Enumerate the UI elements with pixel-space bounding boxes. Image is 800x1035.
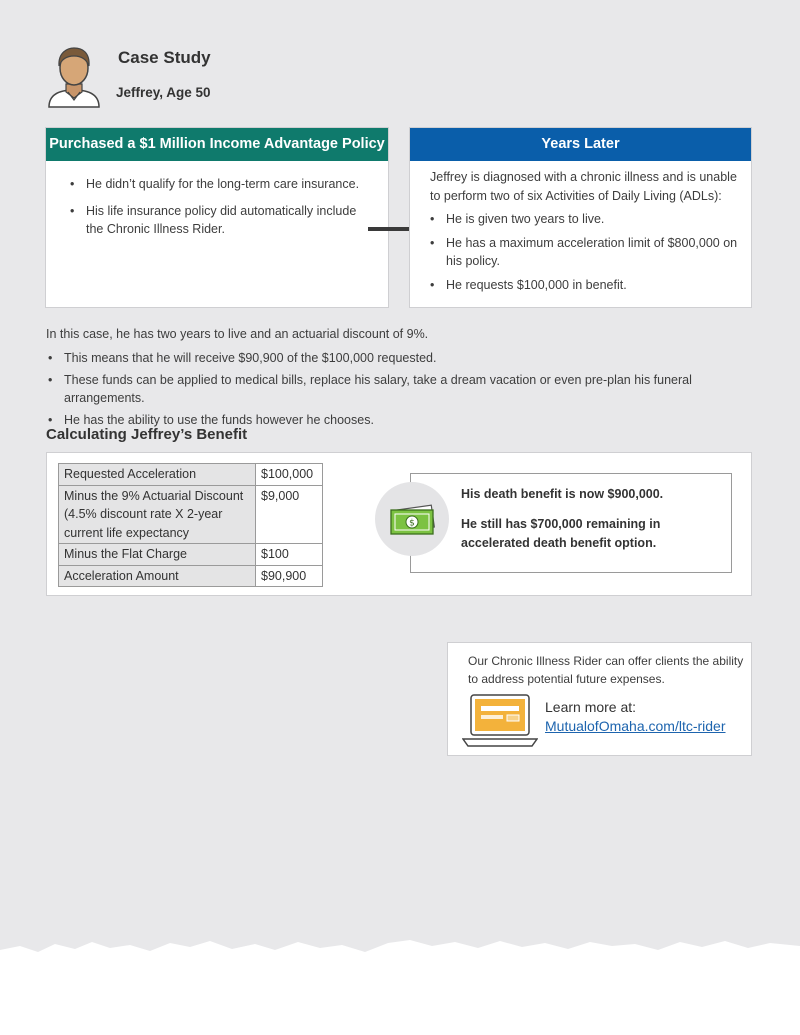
list-item: • He didn’t qualify for the long-term care insurance. (68, 175, 368, 194)
list-item: • He is given two years to live. (428, 210, 746, 229)
row-value: $100,000 (256, 464, 323, 486)
years-later-heading: Years Later (410, 128, 751, 161)
row-value: $9,000 (256, 485, 323, 544)
calculation-table (58, 463, 323, 587)
remaining-benefit-text: He still has $700,000 remaining in accelerated death benefit option. (461, 517, 661, 550)
learn-more-box (447, 642, 752, 756)
years-later-card (409, 127, 752, 308)
list-item: • He has the ability to use the funds however he chooses. (46, 411, 766, 430)
list-item: • He requests $100,000 in benefit. (428, 276, 746, 295)
calculation-title: Calculating Jeffrey’s Benefit (46, 426, 248, 443)
torn-paper-edge (0, 930, 800, 1035)
learn-more-description: Our Chronic Illness Rider can offer clients the ability to address potential future expenses. (468, 654, 744, 686)
policy-card (45, 127, 389, 308)
svg-text:$: $ (409, 518, 415, 529)
person-avatar-icon (46, 44, 102, 108)
row-label: Minus the 9% Actuarial Discount (4.5% discount rate X 2-year current life expectancy (59, 485, 256, 544)
learn-more-link[interactable]: MutualofOmaha.com/ltc-rider (545, 718, 726, 734)
list-item: • This means that he will receive $90,900 of the $100,000 requested. (46, 349, 766, 368)
row-value: $100 (256, 544, 323, 566)
list-item: • His life insurance policy did automatically include the Chronic Illness Rider. (68, 202, 368, 239)
policy-list (68, 175, 368, 247)
case-study-title: Case Study (118, 48, 211, 67)
table-row (59, 464, 323, 486)
row-value: $90,900 (256, 565, 323, 587)
summary-list (46, 349, 766, 432)
money-bill-icon (375, 482, 449, 556)
table-row (59, 565, 323, 587)
summary-lead: In this case, he has two years to live and an actuarial discount of 9%. (46, 327, 429, 341)
death-benefit-box (410, 473, 732, 573)
money-circle (375, 482, 449, 556)
table-row (59, 485, 323, 544)
years-later-list (428, 210, 746, 299)
row-label: Acceleration Amount (59, 565, 256, 587)
learn-more-label: Learn more at: (545, 699, 637, 715)
death-benefit-text: His death benefit is now $900,000. (461, 487, 664, 501)
row-label: Requested Acceleration (59, 464, 256, 486)
case-study-subtitle: Jeffrey, Age 50 (116, 85, 211, 100)
table-row (59, 544, 323, 566)
years-later-intro: Jeffrey is diagnosed with a chronic illness and is unable to perform two of six Activities of Daily Living (ADLs): (430, 170, 737, 203)
list-item: • He has a maximum acceleration limit of $800,000 on his policy. (428, 234, 746, 271)
laptop-icon (462, 693, 538, 749)
row-label: Minus the Flat Charge (59, 544, 256, 566)
list-item: • These funds can be applied to medical bills, replace his salary, take a dream vacation or even pre-plan his funeral arrangements. (46, 371, 766, 408)
policy-card-heading: Purchased a $1 Million Income Advantage Policy (46, 128, 388, 161)
